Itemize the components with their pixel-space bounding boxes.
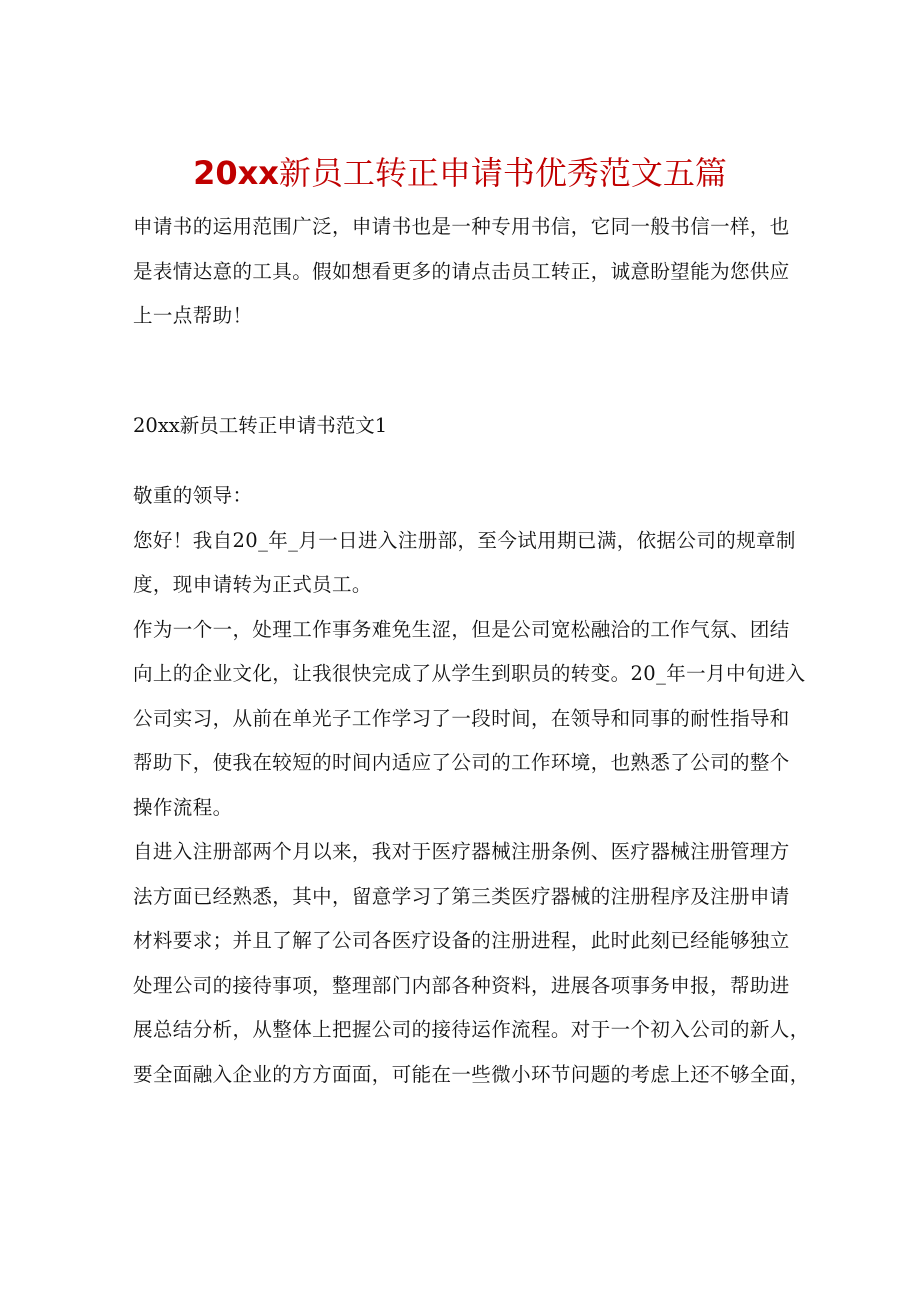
- intro-line: 上一点帮助！: [133, 304, 253, 327]
- paragraph-line: 帮助下，使我在较短的时间内适应了公司的工作环境，也熟悉了公司的整个: [133, 751, 790, 774]
- paragraph-line: 展总结分析，从整体上把握公司的接待运作流程。对于一个初入公司的新人，: [133, 1018, 810, 1041]
- salutation: [133, 474, 793, 519]
- intro-paragraph: [133, 205, 793, 339]
- paragraph-line: 处理公司的接待事项，整理部门内部各种资料，进展各项事务申报，帮助进: [133, 973, 790, 997]
- paragraph-line: 法方面已经熟悉，其中，留意学习了第三类医疗器械的注册程序及注册申请: [133, 884, 790, 908]
- letter-body: [133, 474, 810, 1097]
- letter-paragraph: [133, 830, 810, 1097]
- paragraph-line: 要全面融入企业的方方面面，可能在一些微小环节问题的考虑上还不够全面，: [133, 1062, 810, 1086]
- paragraph-line: 自进入注册部两个月以来，我对于医疗器械注册条例、医疗器械注册管理方: [133, 840, 790, 863]
- document-title: [0, 149, 920, 197]
- section-heading: 20xx新员工转正申请书范文1: [133, 414, 388, 437]
- paragraph-line: 度，现申请转为正式员工。: [133, 573, 372, 596]
- intro-line: 是表情达意的工具。假如想看更多的请点击员工转正，诚意盼望能为您供应: [133, 259, 790, 283]
- intro-line: 申请书的运用范围广泛，申请书也是一种专用书信，它同一般书信一样，也: [133, 215, 790, 238]
- letter-paragraph: [133, 608, 806, 831]
- paragraph-line: 材料要求；并且了解了公司各医疗设备的注册进程，此时此刻已经能够独立: [133, 929, 790, 952]
- paragraph-line: 作为一个一，处理工作事务难免生涩，但是公司宽松融洽的工作气氛、团结: [133, 617, 790, 641]
- paragraph-line: 向上的企业文化，让我很快完成了从学生到职员的转变。20_年一月中旬进入: [133, 662, 806, 685]
- letter-paragraph: [133, 519, 796, 608]
- paragraph-line: 操作流程。: [133, 795, 233, 819]
- paragraph-line: 公司实习，从前在单光子工作学习了一段时间，在领导和同事的耐性指导和: [133, 706, 790, 730]
- salutation-text: 敬重的领导：: [133, 484, 253, 507]
- title-text: 新员工转正申请书优秀范文五篇: [278, 154, 727, 193]
- paragraph-line: 您好！我自20_年_月一日进入注册部，至今试用期已满，依据公司的规章制: [133, 528, 796, 552]
- title-number: 20xx: [193, 154, 279, 193]
